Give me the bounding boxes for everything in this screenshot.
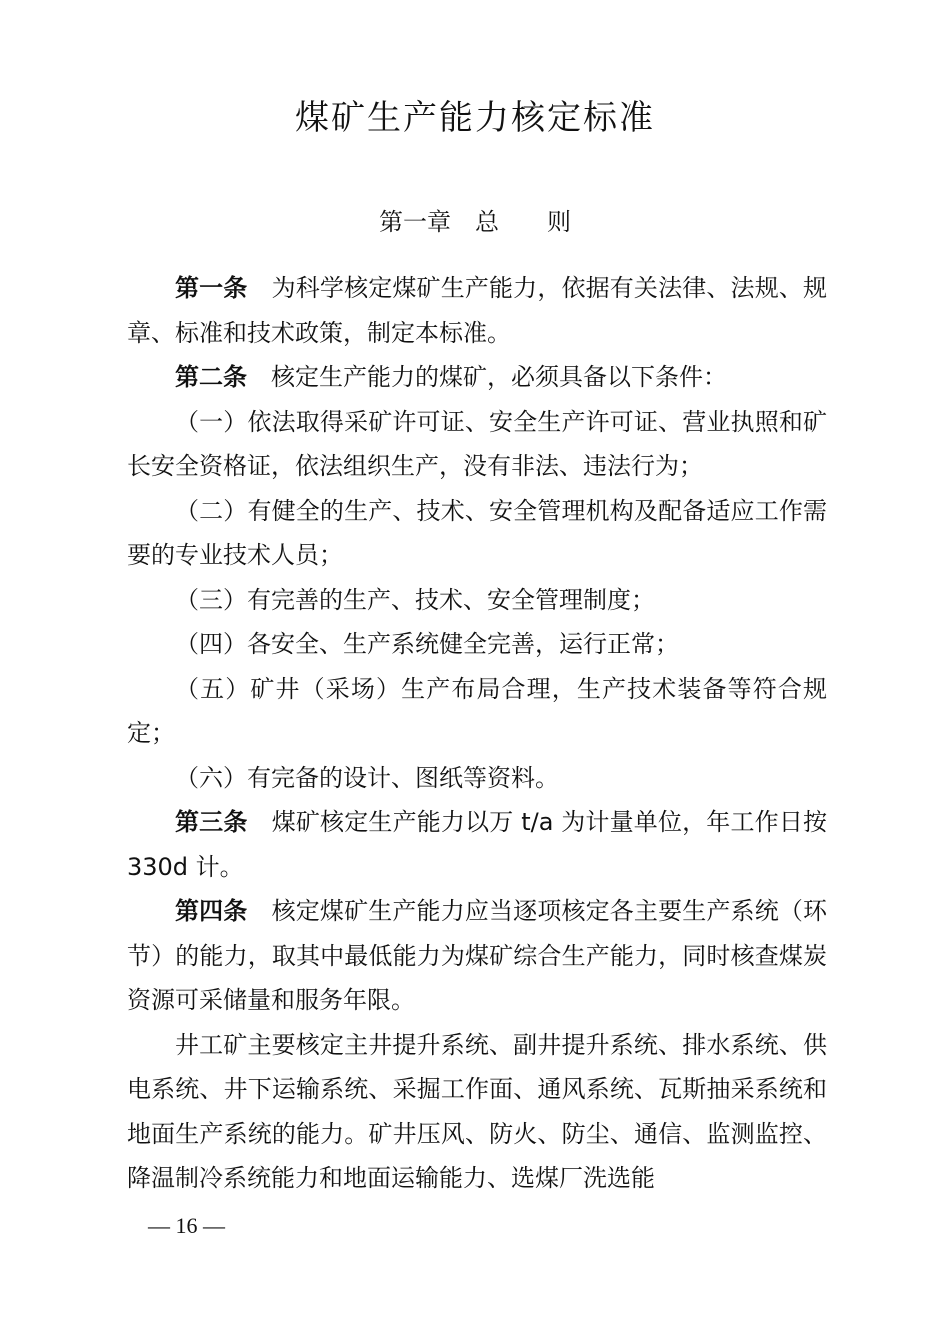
paragraph	[127, 622, 827, 667]
paragraph-text: （六）有完备的设计、图纸等资料。	[175, 763, 559, 792]
article-label: 第二条	[175, 363, 247, 391]
paragraph	[127, 800, 827, 889]
paragraph-text: 井工矿主要核定主井提升系统、副井提升系统、排水系统、供电系统、井下运输系统、采掘工作面、通风系统、瓦斯抽采系统和地面生产系统的能力。矿井压风、防火、防尘、通信、监测监控、降温制冷系统能力和地面运输能力、选煤厂洗选能	[127, 1030, 827, 1192]
article-label: 第三条	[175, 808, 248, 836]
paragraph	[127, 400, 827, 489]
document-title: 煤矿生产能力核定标准	[295, 98, 655, 138]
paragraph	[127, 266, 827, 355]
page-number: — 16 —	[148, 1213, 225, 1238]
paragraph-text: （五）矿井（采场）生产布局合理，生产技术装备等符合规定；	[127, 674, 827, 747]
paragraph	[127, 355, 827, 400]
paragraph	[127, 889, 827, 1023]
paragraph-text: （三）有完善的生产、技术、安全管理制度；	[175, 585, 655, 614]
paragraph-text: 核定生产能力的煤矿，必须具备以下条件：	[271, 363, 727, 391]
paragraph-text: （一）依法取得采矿许可证、安全生产许可证、营业执照和矿长安全资格证，依法组织生产，没有非法、违法行为；	[127, 407, 827, 480]
paragraph-text: 煤矿核定生产能力以万 t/a 为计量单位，年工作日按 330d 计。	[127, 808, 827, 881]
paragraph	[127, 1023, 827, 1201]
chapter-heading: 第一章 总 则	[379, 208, 571, 236]
paragraph-text: 核定煤矿生产能力应当逐项核定各主要生产系统（环节）的能力，取其中最低能力为煤矿综合生产能力，同时核查煤炭资源可采储量和服务年限。	[127, 897, 828, 1014]
article-label: 第一条	[175, 274, 248, 302]
paragraph-text: 为科学核定煤矿生产能力，依据有关法律、法规、规章、标准和技术政策，制定本标准。	[127, 274, 828, 347]
paragraph	[127, 578, 827, 623]
paragraph	[127, 667, 827, 756]
document-body	[127, 266, 827, 1201]
paragraph	[127, 489, 827, 578]
article-label: 第四条	[175, 897, 248, 925]
paragraph	[127, 756, 827, 801]
paragraph-text: （二）有健全的生产、技术、安全管理机构及配备适应工作需要的专业技术人员；	[127, 496, 827, 569]
paragraph-text: （四）各安全、生产系统健全完善，运行正常；	[175, 630, 679, 658]
